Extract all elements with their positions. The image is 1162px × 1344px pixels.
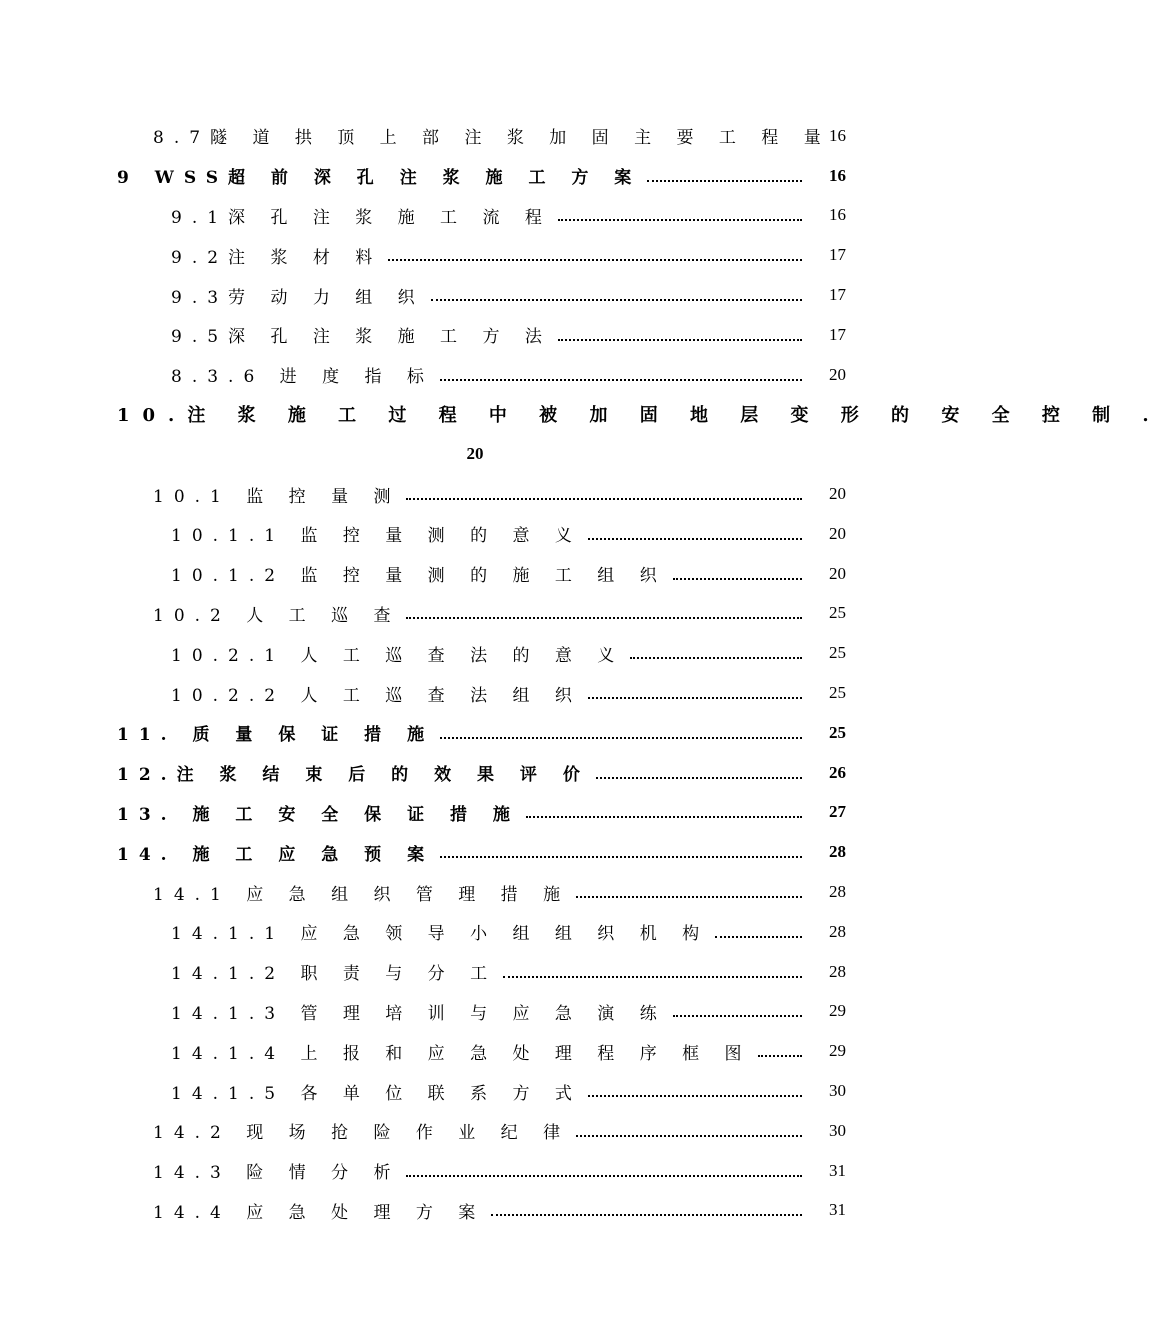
toc-entry[interactable] [0, 594, 950, 634]
toc-entry[interactable] [0, 275, 950, 315]
toc-entry-label: 14. 施 工 应 急 预 案 [117, 844, 435, 865]
toc-page-number: 25 [829, 683, 846, 703]
toc-page-number: 27 [829, 802, 846, 822]
toc-entry-label: 9.5深 孔 注 浆 施 工 方 法 [171, 327, 552, 348]
toc-leader-dots [558, 339, 802, 341]
toc-entry-label: 10.1.1 监 控 量 测 的 意 义 [171, 526, 582, 547]
toc-entry-label: 14.2 现 场 抢 险 作 业 纪 律 [153, 1123, 571, 1144]
toc-entry-label: 9 WSS超 前 深 孔 注 浆 施 工 方 案 [117, 168, 642, 189]
toc-page-number: 29 [829, 1001, 846, 1021]
toc-entry-label: 14.1 应 急 组 织 管 理 措 施 [153, 884, 571, 905]
toc-leader-dots [406, 617, 802, 619]
toc-page-number: 30 [829, 1120, 846, 1140]
toc-entry[interactable] [0, 315, 950, 355]
toc-entry[interactable] [0, 992, 950, 1032]
toc-entry-label: 14.4 应 急 处 理 方 案 [153, 1202, 486, 1223]
toc-entry[interactable] [0, 793, 950, 833]
toc-entry-label: 14.1.5 各 单 位 联 系 方 式 [171, 1083, 582, 1104]
toc-page-number: 28 [829, 921, 846, 941]
toc-leader-dots [440, 856, 802, 858]
toc-entry[interactable] [0, 1031, 950, 1071]
toc-page-number: 20 [829, 484, 846, 504]
toc-leader-dots [576, 1135, 802, 1137]
toc-leader-dots [503, 976, 802, 978]
toc-page-number: 29 [829, 1041, 846, 1061]
toc-page-number: 28 [829, 882, 846, 902]
toc-leader-dots [576, 896, 802, 898]
toc-leader-dots [526, 816, 802, 818]
toc-entry-label: 10.1.2 监 控 量 测 的 施 工 组 织 [171, 566, 667, 587]
toc-entry[interactable] [0, 1111, 950, 1151]
toc-entry[interactable] [0, 116, 950, 156]
toc-page-number: 25 [829, 722, 846, 742]
toc-entry-label: 14.1.4 上 报 和 应 急 处 理 程 序 框 图 [171, 1043, 752, 1064]
toc-leader-dots [406, 498, 802, 500]
toc-entry-label: 11. 质 量 保 证 措 施 [117, 725, 435, 746]
toc-leader-dots [431, 299, 802, 301]
toc-page-number: 31 [829, 1200, 846, 1220]
toc-leader-dots [630, 657, 802, 659]
toc-leader-dots [673, 1015, 802, 1017]
toc-entry[interactable] [0, 235, 950, 275]
toc-page-number: 30 [829, 1081, 846, 1101]
toc-leader-dots [758, 1055, 802, 1057]
toc-entry-label: 8.7隧 道 拱 顶 上 部 注 浆 加 固 主 要 工 程 量 [153, 128, 831, 149]
toc-entry-label: 9.2注 浆 材 料 [171, 247, 383, 268]
toc-page-number: 28 [829, 842, 846, 862]
toc-page-number: 20 [829, 523, 846, 543]
toc-page-number: 17 [829, 324, 846, 344]
toc-leader-dots [596, 777, 802, 779]
toc-leader-dots [588, 1095, 802, 1097]
toc-entry-label: 10.注 浆 施 工 过 程 中 被 加 固 地 层 变 形 的 安 全 控 制 . [117, 405, 1162, 427]
toc-entry-label: 10.2 人 工 巡 查 [153, 605, 401, 626]
toc-entry[interactable] [0, 713, 950, 753]
toc-entry[interactable] [0, 753, 950, 793]
toc-entry[interactable] [0, 355, 950, 395]
toc-entry-label: 14.3 险 情 分 析 [153, 1163, 401, 1184]
toc-entry-label: 10.2.2 人 工 巡 查 法 组 织 [171, 685, 582, 706]
toc-entry[interactable] [0, 872, 950, 912]
toc-page-number: 16 [829, 165, 846, 185]
toc-entry[interactable] [0, 832, 950, 872]
toc-page-number: 25 [829, 643, 846, 663]
toc-entry[interactable] [0, 952, 950, 992]
toc-page-number: 31 [829, 1160, 846, 1180]
toc-entry-label: 10.1 监 控 量 测 [153, 486, 401, 507]
toc-entry[interactable] [0, 1071, 950, 1111]
toc-leader-dots [491, 1214, 802, 1216]
toc-leader-dots [440, 379, 802, 381]
toc-entry-label: 12.注 浆 结 束 后 的 效 果 评 价 [117, 765, 590, 786]
toc-page-number: 17 [829, 245, 846, 265]
toc-entry-label: 14.1.3 管 理 培 训 与 应 急 演 练 [171, 1003, 667, 1024]
toc-leader-dots [406, 1175, 802, 1177]
toc-entry[interactable] [0, 156, 950, 196]
toc-page-number: 20 [829, 364, 846, 384]
toc-page-number: 17 [829, 285, 846, 305]
toc-entry-label: 9.1深 孔 注 浆 施 工 流 程 [171, 207, 552, 228]
toc-entry-label: 10.2.1 人 工 巡 查 法 的 意 义 [171, 645, 625, 666]
toc-entry[interactable] [0, 912, 950, 952]
toc-leader-dots [388, 259, 802, 261]
toc-page-number: 16 [829, 205, 846, 225]
toc-entry-label: 14.1.2 职 责 与 分 工 [171, 964, 498, 985]
toc-leader-dots [440, 737, 802, 739]
toc-page-number: 26 [829, 762, 846, 782]
toc-leader-dots [647, 180, 802, 182]
toc-leader-dots [588, 538, 802, 540]
toc-entry[interactable] [0, 196, 950, 236]
toc-leader-dots [558, 219, 802, 221]
toc-entry[interactable] [0, 554, 950, 594]
table-of-contents [0, 116, 1162, 1230]
toc-leader-dots [673, 578, 802, 580]
toc-page-number: 20 [466, 444, 484, 464]
toc-entry-label: 14.1.1 应 急 领 导 小 组 组 织 机 构 [171, 924, 710, 945]
toc-leader-dots [588, 697, 802, 699]
toc-entry-label: 13. 施 工 安 全 保 证 措 施 [117, 804, 520, 825]
toc-page-number: 25 [829, 603, 846, 623]
toc-entry-label: 8.3.6 进 度 指 标 [171, 367, 434, 388]
toc-entry[interactable] [0, 673, 950, 713]
toc-entry[interactable] [0, 1151, 950, 1191]
toc-leader-dots [715, 936, 802, 938]
toc-entry[interactable] [0, 474, 950, 514]
toc-entry[interactable] [0, 1191, 950, 1231]
toc-page-number: 16 [829, 125, 846, 145]
toc-page-number: 20 [829, 563, 846, 583]
toc-entry[interactable] [0, 514, 950, 554]
toc-entry-label: 9.3劳 动 力 组 织 [171, 287, 425, 308]
toc-page-number: 28 [829, 961, 846, 981]
toc-entry[interactable] [0, 395, 1162, 435]
toc-entry[interactable] [0, 633, 950, 673]
